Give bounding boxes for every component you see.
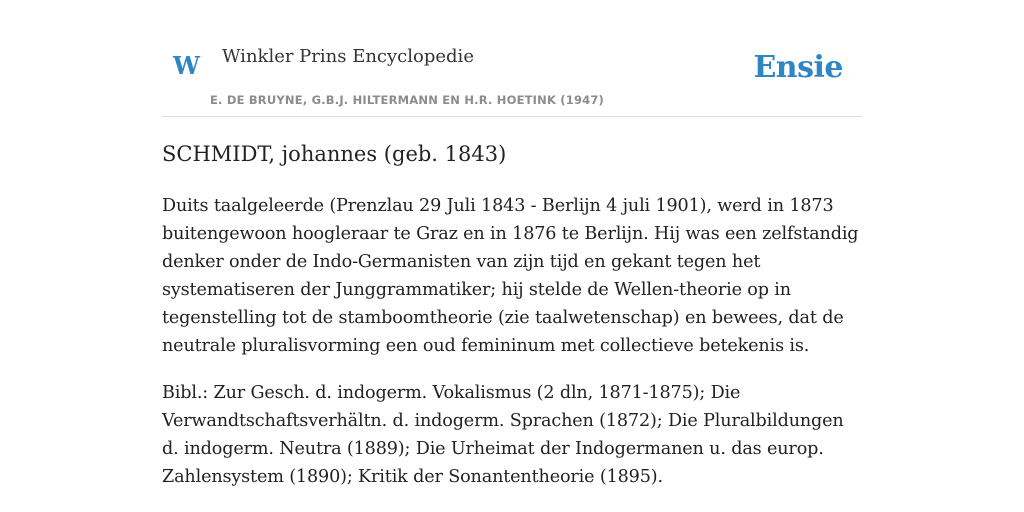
entry-content (162, 138, 862, 491)
entry-title: SCHMIDT, johannes (geb. 1843) (162, 142, 507, 166)
brand-logo[interactable]: Ensie (753, 50, 843, 85)
entry-paragraph-bibliography: Bibl.: Zur Gesch. d. indogerm. Vokalismus (2 dln, 1871-1875); Die Verwandtschaftsverhältn. d. indogerm. Sprachen (1872); Die Pluralbildungen d. indogerm. Neutra (1889); Die Urheimat der Indogermanen u. das europ. Zahlensystem (1890); Kritik der Sonantentheorie (1895). (162, 383, 844, 487)
publication-logo[interactable]: W (173, 51, 200, 80)
publication-title[interactable]: Winkler Prins Encyclopedie (222, 46, 474, 67)
entry-paragraph-description: Duits taalgeleerde (Prenzlau 29 Juli 1843 - Berlijn 4 juli 1901), werd in 1873 buitengewoon hoogleraar te Graz en in 1876 te Berlijn. Hij was een zelfstandig denker onder de Indo-Germanisten van zijn tijd en gekant tegen het systematiseren der Junggrammatiker; hij stelde de Wellen-theorie op in tegenstelling tot de stamboomtheorie (zie taalwetenschap) en bewees, dat de neutrale pluralisvorming een oud femininum met collectieve betekenis is. (162, 196, 859, 356)
site-header (162, 0, 862, 117)
publication-authors: E. DE BRUYNE, G.B.J. HILTERMANN EN H.R. HOETINK (1947) (210, 93, 605, 107)
